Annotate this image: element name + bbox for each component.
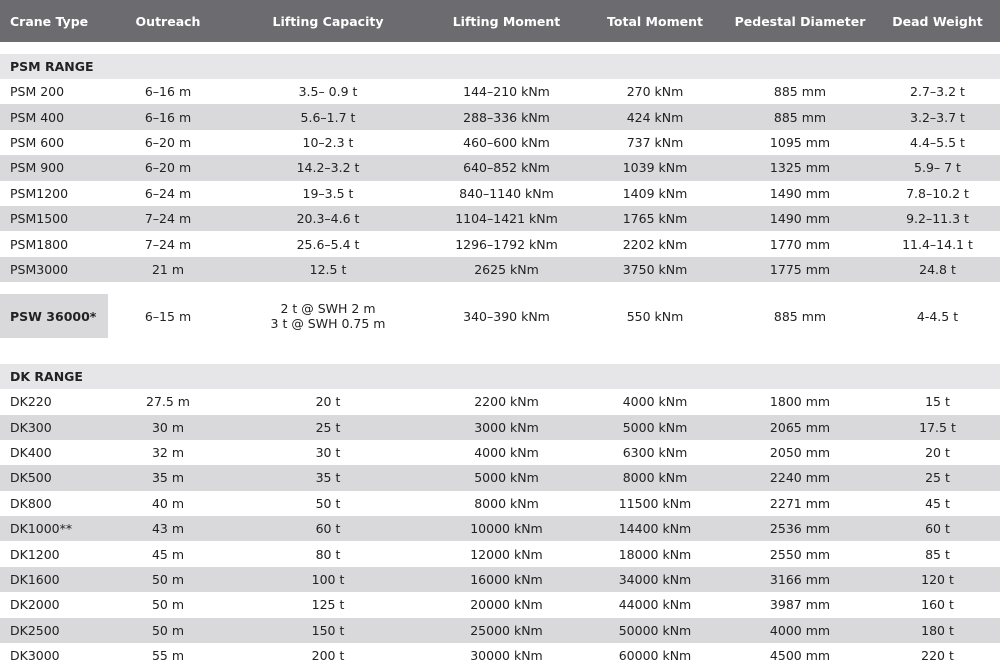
cell-total-moment: 737 kNm (626, 134, 684, 150)
cell-dead-weight: 120 t (921, 572, 954, 588)
cell-pedestal: 4000 mm (769, 622, 831, 638)
cell-dead-weight: 9.2–11.3 t (906, 211, 969, 227)
cell-type: DK1200 (10, 546, 60, 562)
psw-total-moment: 550 kNm (626, 308, 684, 324)
cell-capacity: 100 t (311, 572, 345, 588)
cell-pedestal: 1800 mm (769, 394, 831, 410)
cell-total-moment: 1409 kNm (622, 185, 688, 201)
cell-dead-weight: 45 t (925, 495, 950, 511)
psw-capacity-line2: 3 t @ SWH 0.75 m (270, 316, 386, 332)
psw-dead-weight: 4-4.5 t (916, 308, 959, 324)
cell-dead-weight: 160 t (921, 597, 954, 613)
cell-lifting-moment: 16000 kNm (470, 572, 543, 588)
cell-type: DK1600 (10, 572, 60, 588)
cell-total-moment: 44000 kNm (618, 597, 692, 613)
cell-pedestal: 2050 mm (769, 445, 831, 461)
cell-outreach: 43 m (151, 521, 185, 537)
cell-type: DK500 (10, 470, 52, 486)
cell-lifting-moment: 8000 kNm (474, 495, 539, 511)
cell-total-moment: 424 kNm (626, 109, 684, 125)
table-row (0, 567, 1000, 592)
header-lifting-capacity: Lifting Capacity (272, 13, 384, 29)
cell-type: DK800 (10, 495, 52, 511)
cell-lifting-moment: 20000 kNm (470, 597, 543, 613)
cell-outreach: 27.5 m (146, 394, 190, 410)
section-dk-range: DK RANGE (0, 364, 1000, 389)
cell-capacity: 12.5 t (309, 261, 347, 277)
header-outreach: Outreach (135, 13, 201, 29)
cell-lifting-moment: 2200 kNm (474, 394, 539, 410)
cell-dead-weight: 20 t (925, 445, 950, 461)
cell-type: DK1000** (10, 521, 73, 537)
table-row (0, 130, 1000, 155)
cell-pedestal: 1095 mm (769, 134, 831, 150)
cell-total-moment: 2202 kNm (622, 236, 688, 252)
psw-capacity (228, 294, 428, 338)
table-row (0, 516, 1000, 541)
cell-pedestal: 1490 mm (769, 211, 831, 227)
cell-total-moment: 34000 kNm (618, 572, 692, 588)
table-row (0, 79, 1000, 104)
cell-outreach: 6–16 m (144, 84, 192, 100)
cell-capacity: 200 t (311, 648, 345, 664)
cell-type: DK2500 (10, 622, 60, 638)
table-row (0, 491, 1000, 516)
cell-outreach: 6–24 m (144, 185, 192, 201)
cell-type: DK400 (10, 445, 52, 461)
cell-capacity: 25.6–5.4 t (296, 236, 360, 252)
cell-capacity: 5.6–1.7 t (300, 109, 356, 125)
cell-pedestal: 3987 mm (769, 597, 831, 613)
cell-capacity: 19–3.5 t (302, 185, 354, 201)
table-row-psw (0, 294, 1000, 338)
cell-pedestal: 1325 mm (769, 160, 831, 176)
cell-capacity: 3.5– 0.9 t (298, 84, 358, 100)
cell-outreach: 7–24 m (144, 236, 192, 252)
cell-type: PSM 600 (10, 134, 65, 150)
cell-dead-weight: 24.8 t (919, 261, 956, 277)
psw-capacity-line1: 2 t @ SWH 2 m (280, 300, 376, 316)
cell-type: PSM 400 (10, 109, 65, 125)
table-row (0, 155, 1000, 180)
cell-pedestal: 4500 mm (769, 648, 831, 664)
cell-outreach: 6–20 m (144, 160, 192, 176)
cell-total-moment: 3750 kNm (622, 261, 688, 277)
cell-capacity: 25 t (315, 419, 341, 435)
table-row (0, 104, 1000, 129)
cell-dead-weight: 15 t (925, 394, 950, 410)
cell-lifting-moment: 840–1140 kNm (459, 185, 554, 201)
cell-capacity: 30 t (315, 445, 341, 461)
cell-lifting-moment: 1296–1792 kNm (455, 236, 558, 252)
cell-total-moment: 1039 kNm (622, 160, 688, 176)
table-row (0, 257, 1000, 282)
cell-capacity: 60 t (315, 521, 341, 537)
cell-capacity: 20.3–4.6 t (296, 211, 360, 227)
psm-gap (0, 282, 1000, 294)
cell-dead-weight: 17.5 t (919, 419, 956, 435)
cell-capacity: 125 t (311, 597, 345, 613)
cell-dead-weight: 5.9– 7 t (914, 160, 961, 176)
cell-capacity: 35 t (315, 470, 341, 486)
cell-dead-weight: 2.7–3.2 t (910, 84, 965, 100)
cell-pedestal: 2271 mm (769, 495, 831, 511)
table-row (0, 541, 1000, 566)
cell-total-moment: 60000 kNm (618, 648, 692, 664)
cell-lifting-moment: 25000 kNm (470, 622, 543, 638)
header-gap (0, 42, 1000, 54)
cell-capacity: 150 t (311, 622, 345, 638)
cell-dead-weight: 180 t (921, 622, 954, 638)
table-row (0, 389, 1000, 414)
psw-pedestal: 885 mm (773, 308, 827, 324)
cell-total-moment: 1765 kNm (622, 211, 688, 227)
cell-outreach: 21 m (151, 261, 185, 277)
cell-lifting-moment: 460–600 kNm (463, 134, 550, 150)
table-row (0, 231, 1000, 256)
cell-capacity: 20 t (315, 394, 341, 410)
cell-pedestal: 885 mm (773, 84, 827, 100)
cell-dead-weight: 11.4–14.1 t (902, 236, 973, 252)
cell-total-moment: 6300 kNm (622, 445, 688, 461)
table-row (0, 465, 1000, 490)
cell-type: DK3000 (10, 648, 60, 664)
cell-type: PSM1500 (10, 211, 69, 227)
psw-type: PSW 36000* (0, 294, 108, 338)
table-row (0, 440, 1000, 465)
cell-total-moment: 14400 kNm (618, 521, 692, 537)
cell-total-moment: 11500 kNm (618, 495, 692, 511)
cell-lifting-moment: 2625 kNm (474, 261, 539, 277)
cell-outreach: 6–20 m (144, 134, 192, 150)
cell-type: DK300 (10, 419, 52, 435)
table-row (0, 643, 1000, 668)
cell-lifting-moment: 10000 kNm (470, 521, 543, 537)
cell-capacity: 50 t (315, 495, 341, 511)
cell-pedestal: 3166 mm (769, 572, 831, 588)
table-header (0, 0, 1000, 42)
cell-type: PSM1800 (10, 236, 69, 252)
table-row (0, 415, 1000, 440)
cell-pedestal: 1490 mm (769, 185, 831, 201)
cell-lifting-moment: 30000 kNm (470, 648, 543, 664)
cell-lifting-moment: 4000 kNm (474, 445, 539, 461)
cell-total-moment: 18000 kNm (618, 546, 692, 562)
cell-capacity: 14.2–3.2 t (296, 160, 360, 176)
cell-pedestal: 1770 mm (769, 236, 831, 252)
cell-outreach: 30 m (151, 419, 185, 435)
cell-type: DK220 (10, 394, 52, 410)
cell-outreach: 50 m (151, 597, 185, 613)
cell-total-moment: 50000 kNm (618, 622, 692, 638)
cell-type: PSM1200 (10, 185, 69, 201)
cell-dead-weight: 25 t (925, 470, 950, 486)
cell-dead-weight: 220 t (921, 648, 954, 664)
cell-pedestal: 2550 mm (769, 546, 831, 562)
cell-lifting-moment: 12000 kNm (470, 546, 543, 562)
cell-capacity: 10–2.3 t (302, 134, 354, 150)
cell-lifting-moment: 640–852 kNm (463, 160, 550, 176)
header-crane-type: Crane Type (10, 13, 89, 29)
cell-outreach: 7–24 m (144, 211, 192, 227)
cell-outreach: 6–16 m (144, 109, 192, 125)
cell-lifting-moment: 5000 kNm (474, 470, 539, 486)
table-row (0, 206, 1000, 231)
cell-lifting-moment: 144–210 kNm (463, 84, 550, 100)
cell-type: PSM3000 (10, 261, 69, 277)
header-lifting-moment: Lifting Moment (452, 13, 561, 29)
cell-pedestal: 2536 mm (769, 521, 831, 537)
cell-pedestal: 1775 mm (769, 261, 831, 277)
psw-outreach: 6–15 m (144, 308, 192, 324)
cell-outreach: 32 m (151, 445, 185, 461)
cell-total-moment: 8000 kNm (622, 470, 688, 486)
table-row (0, 181, 1000, 206)
cell-pedestal: 885 mm (773, 109, 827, 125)
cell-lifting-moment: 288–336 kNm (463, 109, 550, 125)
cell-dead-weight: 3.2–3.7 t (910, 109, 965, 125)
cell-total-moment: 4000 kNm (622, 394, 688, 410)
cell-pedestal: 2240 mm (769, 470, 831, 486)
psw-lifting-moment: 340–390 kNm (463, 308, 550, 324)
cell-dead-weight: 60 t (925, 521, 950, 537)
cell-type: PSM 900 (10, 160, 65, 176)
cell-total-moment: 270 kNm (626, 84, 684, 100)
header-total-moment: Total Moment (607, 13, 703, 29)
dk-rows (0, 389, 1000, 668)
cell-outreach: 35 m (151, 470, 185, 486)
cell-total-moment: 5000 kNm (622, 419, 688, 435)
cell-dead-weight: 7.8–10.2 t (906, 185, 969, 201)
cell-dead-weight: 85 t (925, 546, 950, 562)
section-psm-range: PSM RANGE (0, 54, 1000, 79)
header-pedestal-diameter: Pedestal Diameter (734, 13, 866, 29)
cell-outreach: 45 m (151, 546, 185, 562)
cell-lifting-moment: 3000 kNm (474, 419, 539, 435)
cell-type: DK2000 (10, 597, 60, 613)
cell-capacity: 80 t (315, 546, 341, 562)
cell-outreach: 55 m (151, 648, 185, 664)
cell-outreach: 40 m (151, 495, 185, 511)
psw-gap (0, 338, 1000, 364)
table-row (0, 592, 1000, 617)
table-row (0, 618, 1000, 643)
cell-type: PSM 200 (10, 84, 65, 100)
psm-rows (0, 79, 1000, 282)
cell-outreach: 50 m (151, 572, 185, 588)
cell-dead-weight: 4.4–5.5 t (910, 134, 965, 150)
cell-outreach: 50 m (151, 622, 185, 638)
header-dead-weight: Dead Weight (892, 13, 983, 29)
cell-pedestal: 2065 mm (769, 419, 831, 435)
cell-lifting-moment: 1104–1421 kNm (455, 211, 558, 227)
